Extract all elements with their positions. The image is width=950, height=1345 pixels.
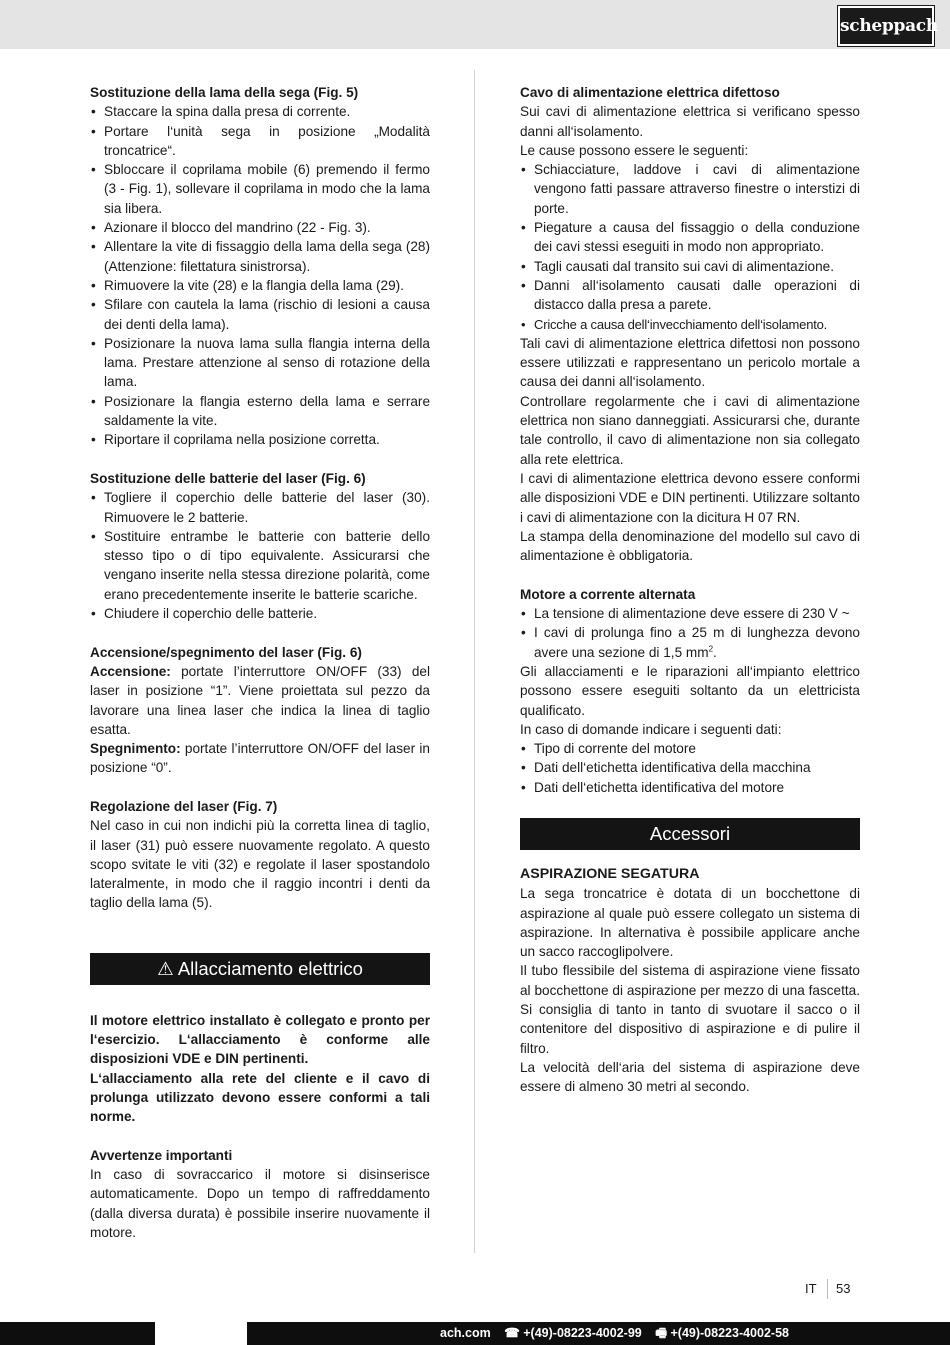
header-bar — [0, 0, 950, 49]
defective-cable-causes-list — [520, 160, 860, 334]
paragraph: Gli allacciamenti e le riparazioni all‘impianto elettrico possono essere eseguiti soltanto da un elettricista qualificato. — [520, 663, 860, 718]
paragraph: La sega troncatrice è dotata di un bocchettone di aspirazione al quale può essere collegato un sistema di aspirazione. In alternativa è possibile applicare anche un sacco raccoglipolvere. — [520, 886, 860, 960]
list-item: • Rimuovere la vite (28) e la flangia della lama (29). — [90, 276, 430, 295]
list-item: • Togliere il coperchio delle batterie del laser (30). Rimuovere le 2 batterie. — [90, 488, 430, 527]
laser-off-paragraph — [90, 739, 430, 778]
required-data-list — [520, 739, 860, 797]
left-column — [90, 83, 430, 1242]
page-number: 53 — [836, 1281, 851, 1296]
right-column — [520, 83, 860, 1097]
list-item: • Dati dell‘etichetta identificativa del motore — [520, 778, 860, 797]
connection-notice-p1: Il motore elettrico installato è collegato e pronto per l‘esercizio. L‘allacciamento è conforme alle disposizioni VDE e DIN pertinenti. — [90, 1012, 430, 1067]
list-item: • Portare l‘unità sega in posizione „Modalità troncatrice“. — [90, 122, 430, 161]
connection-notice — [90, 1011, 430, 1127]
list-item: • Posizionare la nuova lama sulla flangia interna della lama. Prestare attenzione al senso di rotazione della lama. — [90, 334, 430, 392]
blade-replacement-list — [90, 102, 430, 449]
laser-on-text: portate l’interruttore ON/OFF (33) del laser in posizione “1”. Viene proiettata sul pezzo da lavorare una linea laser che indica la linea di taglio esatta. — [90, 663, 430, 737]
paragraph: In caso di domande indicare i seguenti dati: — [520, 721, 782, 737]
accessories-banner — [520, 818, 860, 850]
laser-on-label: Accensione: — [90, 663, 171, 679]
list-item: • Staccare la spina dalla presa di corrente. — [90, 102, 430, 121]
list-item: • Cricche a causa dell‘invecchiamento dell‘isolamento. — [520, 315, 860, 334]
list-item: • Azionare il blocco del mandrino (22 - Fig. 3). — [90, 218, 430, 237]
paragraph: Il tubo flessibile del sistema di aspirazione viene fissato al bocchettone di aspirazione per mezzo di una fascetta. Si consiglia di tanto in tanto di svuotare il sacco o il contenitore del dispositivo di aspirazione e di pulire il filtro. — [520, 963, 860, 1056]
footer-gap — [155, 1322, 247, 1345]
phone-text: ☎ +(49)-08223-4002-99 — [504, 1326, 642, 1340]
list-item: • Posizionare la flangia esterno della lama e serrare saldamente la vite. — [90, 392, 430, 431]
list-item: • La tensione di alimentazione deve essere di 230 V ~ — [520, 604, 860, 623]
punctuation: . — [713, 644, 717, 660]
banner-title: Allacciamento elettrico — [177, 957, 363, 979]
extension-cable-text: I cavi di prolunga fino a 25 m di lunghezza devono avere una sezione di 1,5 mm — [534, 625, 860, 660]
list-item: • Tagli causati dal transito sui cavi di alimentazione. — [520, 257, 860, 276]
electrical-connection-banner — [90, 953, 430, 985]
paragraph: Sui cavi di alimentazione elettrica si verificano spesso danni all‘isolamento. — [520, 104, 860, 139]
list-item: • Chiudere il coperchio delle batterie. — [90, 604, 430, 623]
list-item: • Schiacciature, laddove i cavi di alimentazione vengono fatti passare attraverso finestre o interstizi di porte. — [520, 160, 860, 218]
paragraph: Le cause possono essere le seguenti: — [520, 142, 749, 158]
section-title-laser-adjustment: Regolazione del laser (Fig. 7) — [90, 798, 278, 814]
list-item: • Piegature a causa del fissaggio o della conduzione dei cavi stessi eseguiti in modo non appropriato. — [520, 218, 860, 257]
section-title-defective-cable: Cavo di alimentazione elettrica difettoso — [520, 85, 780, 100]
column-divider — [474, 70, 475, 1253]
laser-adjustment-text: Nel caso in cui non indichi più la corretta linea di taglio, il laser (31) può essere nuovamente regolato. A questo scopo svitate le viti (32) e regolate il laser spostandolo lateralmente, in modo che il raggio incontri i denti da taglio della lama (5). — [90, 818, 430, 911]
list-item: • Sostituire entrambe le batterie con batterie dello stesso tipo o di tipo equivalente. Assicurarsi che vengano inserite nella stessa direzione polarità, come erano precedentemente inserite le batterie scariche. — [90, 527, 430, 604]
paragraph: La velocità dell‘aria del sistema di aspirazione deve essere di almeno 30 metri al secondo. — [520, 1059, 860, 1095]
warning-icon: ⚠ — [157, 957, 174, 979]
section-title-ac-motor: Motore a corrente alternata — [520, 586, 696, 602]
list-item: • Sbloccare il coprilama mobile (6) premendo il fermo (3 - Fig. 1), sollevare il coprilama in modo che la lama sia libera. — [90, 160, 430, 218]
list-item: • Danni all‘isolamento causati dalle operazioni di distacco dalla presa a parete. — [520, 276, 860, 315]
section-title-laser-batteries: Sostituzione delle batterie del laser (Fig. 6) — [90, 470, 366, 486]
section-title-sawdust-extraction: ASPIRAZIONE SEGATURA — [520, 865, 700, 882]
list-item: • Sfilare con cautela la lama (rischio di lesioni a causa dei denti della lama). — [90, 295, 430, 334]
paragraph: La stampa della denominazione del modello sul cavo di alimentazione è obbligatoria. — [520, 528, 860, 564]
laser-batteries-list — [90, 488, 430, 623]
laser-off-label: Spegnimento: — [90, 741, 181, 757]
paragraph: Tali cavi di alimentazione elettrica difettosi non possono essere utilizzati e rappresentano un pericolo mortale a causa dei danni all‘isolamento. — [520, 335, 860, 390]
list-item: • Riportare il coprilama nella posizione corretta. — [90, 430, 430, 449]
ac-motor-list — [520, 604, 860, 662]
page-info-separator — [827, 1279, 828, 1299]
language-code: IT — [805, 1281, 817, 1296]
footer-contact — [440, 1322, 799, 1345]
scheppach-logo: scheppach — [838, 6, 934, 46]
section-title-blade-replacement: Sostituzione della lama della sega (Fig. 5) — [90, 85, 359, 100]
banner-title: Accessori — [649, 822, 731, 844]
laser-off-text: portate l’interruttore ON/OFF del laser in posizione “0”. — [90, 741, 430, 776]
website-text: ach.com — [440, 1326, 491, 1340]
section-title-laser-switch: Accensione/spegnimento del laser (Fig. 6) — [90, 644, 362, 660]
laser-on-paragraph — [90, 662, 430, 739]
paragraph: I cavi di alimentazione elettrica devono essere conformi alle disposizioni VDE e DIN pertinenti. Utilizzare soltanto i cavi di alimentazione con la dicitura H 07 RN. — [520, 470, 860, 525]
list-item: • Dati dell‘etichetta identificativa della macchina — [520, 758, 860, 777]
list-item — [520, 623, 860, 662]
list-item: • Allentare la vite di fissaggio della lama della sega (28) (Attenzione: filettatura sinistrorsa). — [90, 237, 430, 276]
list-item: • Tipo di corrente del motore — [520, 739, 860, 758]
important-notes-text: In caso di sovraccarico il motore si disinserisce automaticamente. Dopo un tempo di raffreddamento (dalla diversa durata) è possibile inserire nuovamente il motore. — [90, 1167, 430, 1241]
fax-text: 🖷 +(49)-08223-4002-58 — [655, 1326, 789, 1340]
paragraph: Controllare regolarmente che i cavi di alimentazione elettrica non siano danneggiati. Assicurarsi che, durante tale controllo, il cavo di alimentazione non sia collegato alla rete elettrica. — [520, 393, 860, 467]
superscript: 2 — [708, 644, 714, 654]
section-title-important-notes: Avvertenze importanti — [90, 1147, 233, 1163]
connection-notice-p2: L‘allacciamento alla rete del cliente e il cavo di prolunga utilizzato devono essere conformi a tali norme. — [90, 1070, 430, 1125]
